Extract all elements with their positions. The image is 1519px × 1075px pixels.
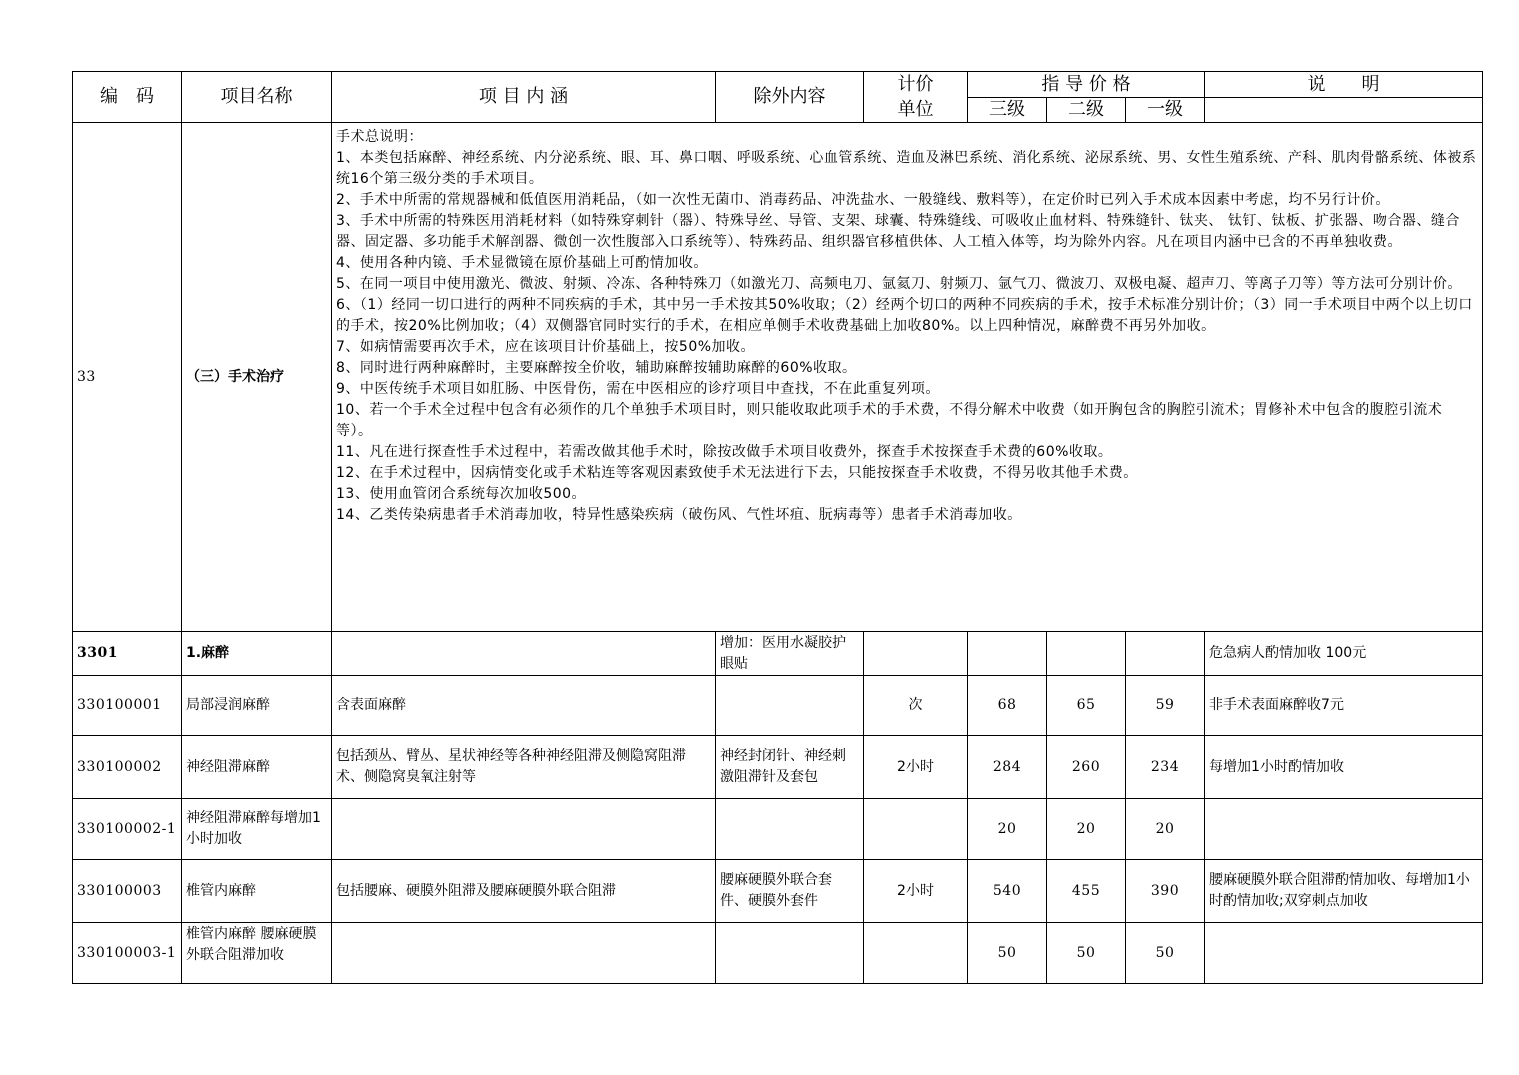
row-name: 神经阻滞麻醉每增加1小时加收 xyxy=(182,799,332,860)
section-name: （三）手术治疗 xyxy=(182,123,332,632)
row-price-level1: 50 xyxy=(1126,923,1205,984)
row-exclusions: 腰麻硬膜外联合套件、硬膜外套件 xyxy=(716,860,864,923)
row-exclusions xyxy=(716,676,864,736)
section-line: 4、使用各种内镜、手术显微镜在原价基础上可酌情加收。 xyxy=(336,255,708,271)
row-code: 330100003 xyxy=(73,860,182,923)
section-line: 12、在手术过程中，因病情变化或手术粘连等客观因素致使手术无法进行下去，只能按探查手术收费，不得另收其他手术费。 xyxy=(336,465,1138,481)
header-notes-blank xyxy=(1205,98,1483,123)
subsection-exclusions: 增加：医用水凝胶护眼贴 xyxy=(716,632,864,676)
row-notes: 腰麻硬膜外联合阻滞酌情加收、每增加1小时酌情加收;双穿刺点加收 xyxy=(1205,860,1483,923)
row-content: 含表面麻醉 xyxy=(332,676,716,736)
row-notes xyxy=(1205,799,1483,860)
row-price-level1: 234 xyxy=(1126,736,1205,799)
subsection-name: 1.麻醉 xyxy=(182,632,332,676)
row-code: 330100001 xyxy=(73,676,182,736)
section-line: 5、在同一项目中使用激光、微波、射频、冷冻、各种特殊刀（如激光刀、高频电刀、氩氦刀、射频刀、氩气刀、微波刀、双极电凝、超声刀、等离子刀等）等方法可分别计价。 xyxy=(336,276,1462,292)
row-notes: 每增加1小时酌情加收 xyxy=(1205,736,1483,799)
section-line: 3、手术中所需的特殊医用消耗材料（如特殊穿刺针（器）、特殊导丝、导管、支架、球囊、特殊缝线、可吸收止血材料、特殊缝针、钛夹、 钛钉、钛板、扩张器、吻合器、缝合器、固定器、多功能手术解剖器、微创一次性腹部入口系统等）、特殊药品、组织器官移植供体、人工植入体等，均为除外内容。凡在项目内涵中已含的不再单独收费。 xyxy=(336,213,1460,250)
header-unit-bottom: 单位 xyxy=(864,98,968,123)
row-unit xyxy=(864,923,968,984)
row-price-level2: 65 xyxy=(1047,676,1126,736)
row-price-level1: 20 xyxy=(1126,799,1205,860)
row-content: 包括颈丛、臂丛、星状神经等各种神经阻滞及侧隐窝阻滞术、侧隐窝臭氧注射等 xyxy=(332,736,716,799)
header-level2: 二级 xyxy=(1047,98,1126,123)
row-notes: 非手术表面麻醉收7元 xyxy=(1205,676,1483,736)
row-unit: 2小时 xyxy=(864,860,968,923)
section-line: 1、本类包括麻醉、神经系统、内分泌系统、眼、耳、鼻口咽、呼吸系统、心血管系统、造血及淋巴系统、消化系统、泌尿系统、男、女性生殖系统、产科、肌肉骨骼系统、体被系统16个第三级分类的手术项目。 xyxy=(336,150,1477,187)
section-line: 8、同时进行两种麻醉时，主要麻醉按全价收，辅助麻醉按辅助麻醉的60%收取。 xyxy=(336,360,857,376)
section-line: 14、乙类传染病患者手术消毒加收，特异性感染疾病（破伤风、气性坏疽、朊病毒等）患者手术消毒加收。 xyxy=(336,507,1022,523)
row-name: 椎管内麻醉 xyxy=(182,860,332,923)
header-unit-top: 计价 xyxy=(864,72,968,98)
table-row xyxy=(73,860,1483,923)
section-line: 10、若一个手术全过程中包含有必须作的几个单独手术项目时，则只能收取此项手术的手术费，不得分解术中收费（如开胸包含的胸腔引流术；胃修补术中包含的腹腔引流术等）。 xyxy=(336,402,1443,439)
subsection-notes: 危急病人酌情加收 100元 xyxy=(1205,632,1483,676)
row-price-level3: 20 xyxy=(968,799,1047,860)
section-description xyxy=(332,123,1483,632)
section-line: 手术总说明： xyxy=(336,129,423,145)
subsection-row xyxy=(73,632,1483,676)
section-line: 2、手术中所需的常规器械和低值医用消耗品，（如一次性无菌巾、消毒药品、冲洗盐水、一般缝线、敷料等），在定价时已列入手术成本因素中考虑，均不另行计价。 xyxy=(336,192,1390,208)
row-exclusions xyxy=(716,799,864,860)
row-code: 330100003-1 xyxy=(73,923,182,984)
row-price-level2: 260 xyxy=(1047,736,1126,799)
section-line: 11、凡在进行探查性手术过程中，若需改做其他手术时，除按改做手术项目收费外，探查手术按探查手术费的60%收取。 xyxy=(336,444,1113,460)
row-name: 神经阻滞麻醉 xyxy=(182,736,332,799)
row-notes xyxy=(1205,923,1483,984)
header-row-top xyxy=(73,72,1483,98)
row-name: 椎管内麻醉 腰麻硬膜外联合阻滞加收 xyxy=(182,923,332,984)
header-guide-price: 指 导 价 格 xyxy=(968,72,1205,98)
section-line: 6、（1）经同一切口进行的两种不同疾病的手术，其中另一手术按其50%收取；（2）经两个切口的两种不同疾病的手术，按手术标准分别计价；（3）同一手术项目中两个以上切口的手术，按20%比例加收；（4）双侧器官同时实行的手术，在相应单侧手术收费基础上加收80%。以上四种情况，麻醉费不再另外加收。 xyxy=(336,297,1473,334)
header-notes: 说 明 xyxy=(1205,72,1483,98)
section-line: 13、使用血管闭合系统每次加收500。 xyxy=(336,486,587,502)
subsection-code: 3301 xyxy=(73,632,182,676)
subsection-unit xyxy=(864,632,968,676)
row-price-level1: 59 xyxy=(1126,676,1205,736)
section-line: 9、中医传统手术项目如肛肠、中医骨伤，需在中医相应的诊疗项目中查找，不在此重复列项。 xyxy=(336,381,940,397)
subsection-p3 xyxy=(968,632,1047,676)
subsection-p1 xyxy=(1126,632,1205,676)
row-price-level3: 284 xyxy=(968,736,1047,799)
row-content xyxy=(332,923,716,984)
table-row xyxy=(73,736,1483,799)
row-unit: 2小时 xyxy=(864,736,968,799)
row-exclusions xyxy=(716,923,864,984)
row-name: 局部浸润麻醉 xyxy=(182,676,332,736)
row-price-level3: 540 xyxy=(968,860,1047,923)
table-row xyxy=(73,799,1483,860)
header-level3: 三级 xyxy=(968,98,1047,123)
row-content xyxy=(332,799,716,860)
table-row xyxy=(73,923,1483,984)
header-level1: 一级 xyxy=(1126,98,1205,123)
row-code: 330100002-1 xyxy=(73,799,182,860)
header-name: 项目名称 xyxy=(182,72,332,123)
header-exclusions: 除外内容 xyxy=(716,72,864,123)
section-row xyxy=(73,123,1483,632)
table-row xyxy=(73,676,1483,736)
header-code: 编 码 xyxy=(73,72,182,123)
row-price-level1: 390 xyxy=(1126,860,1205,923)
row-price-level3: 68 xyxy=(968,676,1047,736)
row-price-level2: 455 xyxy=(1047,860,1126,923)
row-unit xyxy=(864,799,968,860)
section-code: 33 xyxy=(73,123,182,632)
header-content: 项 目 内 涵 xyxy=(332,72,716,123)
section-line: 7、如病情需要再次手术，应在该项目计价基础上，按50%加收。 xyxy=(336,339,756,355)
row-unit: 次 xyxy=(864,676,968,736)
row-content: 包括腰麻、硬膜外阻滞及腰麻硬膜外联合阻滞 xyxy=(332,860,716,923)
pricing-table xyxy=(72,71,1483,984)
row-price-level2: 50 xyxy=(1047,923,1126,984)
subsection-p2 xyxy=(1047,632,1126,676)
row-price-level3: 50 xyxy=(968,923,1047,984)
row-exclusions: 神经封闭针、神经刺激阻滞针及套包 xyxy=(716,736,864,799)
subsection-content xyxy=(332,632,716,676)
row-code: 330100002 xyxy=(73,736,182,799)
row-price-level2: 20 xyxy=(1047,799,1126,860)
